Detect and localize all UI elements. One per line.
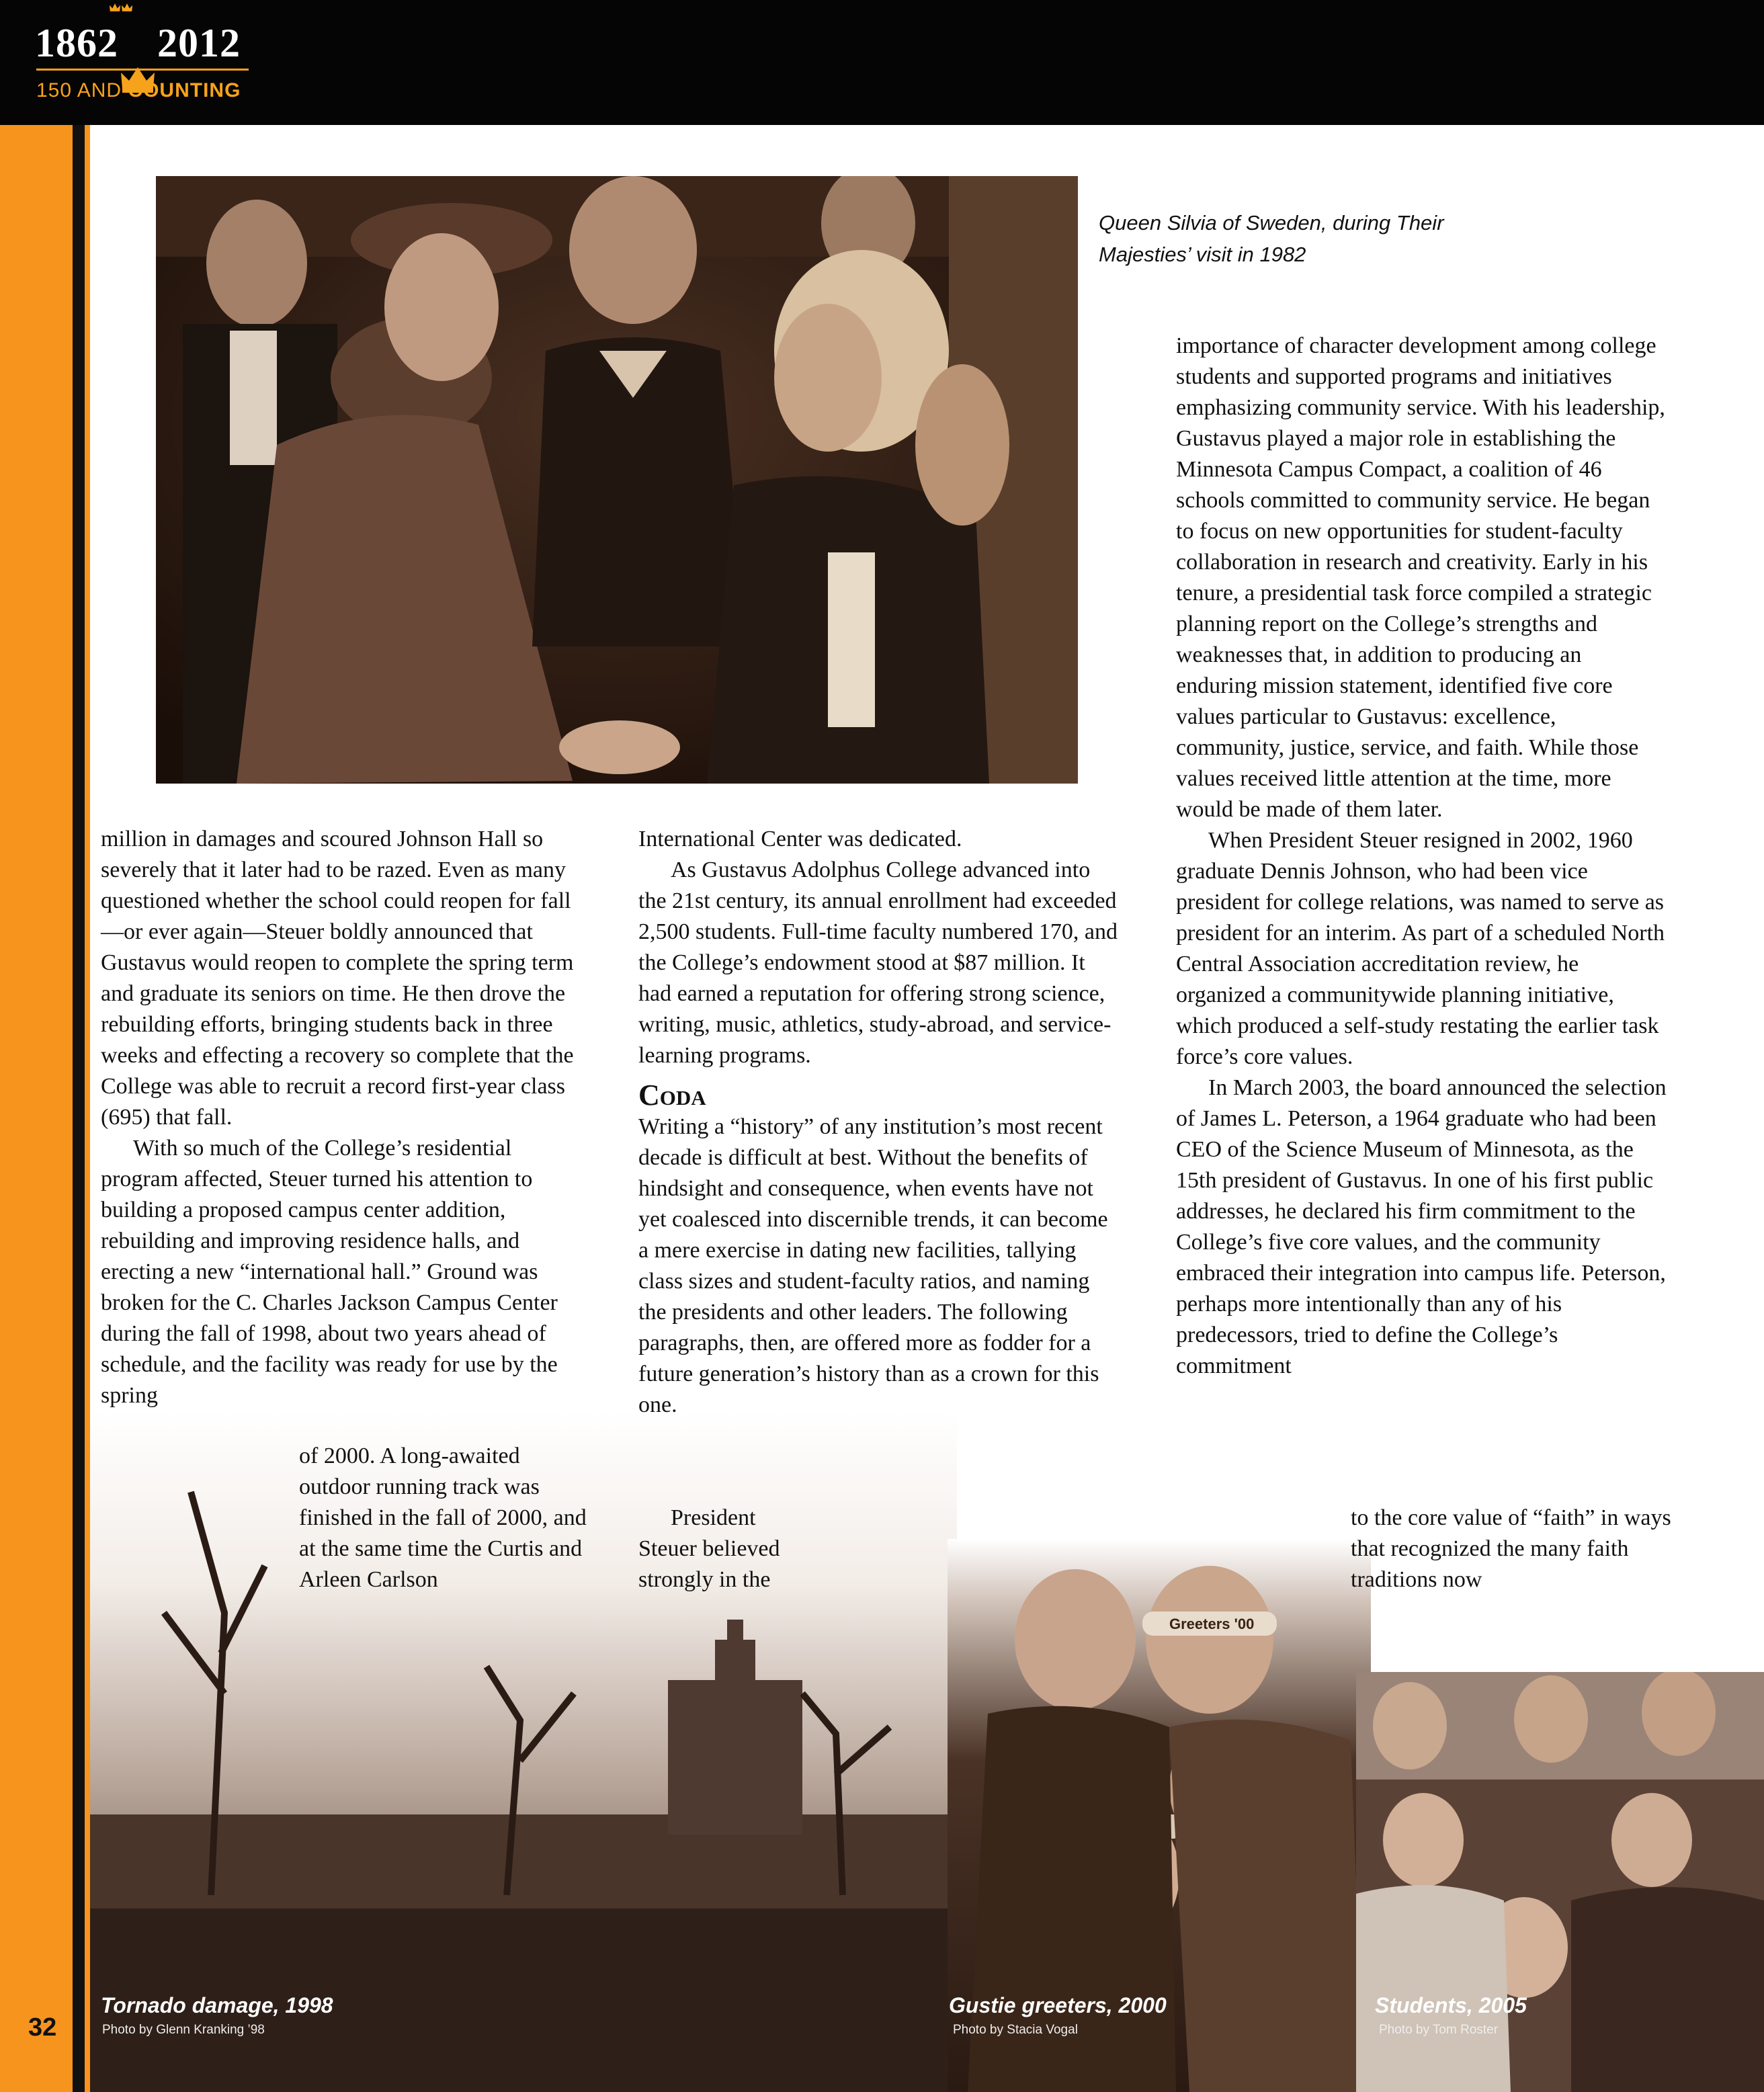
subtitle-plain: 150 AND (36, 79, 122, 101)
queen-photo-caption (1099, 207, 1569, 270)
page-number: 32 (28, 2013, 57, 2042)
queen-photo-illustration (156, 176, 1078, 784)
logo-rule (36, 69, 249, 71)
tornado-caption-title: Tornado damage, 1998 (101, 1993, 333, 2017)
tornado-caption-credit: Photo by Glenn Kranking ’98 (102, 2023, 265, 2037)
logo-subtitle (36, 79, 241, 102)
col2-paragraph-2: As Gustavus Adolphus College advanced into the 21st century, its annual enrollment had exceeded 2,500 students. Full-time faculty numbered 170, and the College’s endowment stood at $87 million. It had earned a reputation for offering strong science, writing, music, athletics, study-abroad, and service-learning programs. (638, 857, 1118, 1068)
col2-paragraph-1: International Center was dedicated. (638, 827, 962, 851)
subtitle-bold: COUNTING (128, 79, 241, 101)
col2-paragraph-4: President Steuer believed strongly in the (638, 1505, 780, 1592)
year-end: 2012 (157, 21, 241, 65)
body-column-3 (1176, 331, 1667, 1382)
left-orange-stripe (85, 125, 90, 2092)
left-black-stripe (73, 125, 85, 2092)
col3-paragraph-1: importance of character development among college students and supported programs and initiatives emphasizing community service. With his leadership, Gustavus played a major role in establishing the Minnesota Campus Compact, a coalition of 46 schools committed to community service. He began to focus on new opportunities for student-faculty collaboration in research and creativity. Early in his tenure, a presidential task force compiled a strategic planning report on the College’s strengths and weaknesses that, in addition to producing an enduring mission statement, identified five core values particular to Gustavus: excellence, community, justice, service, and faith. While those values received little attention at the time, more would be made of them later. (1176, 333, 1665, 822)
logo-years (35, 20, 241, 67)
body-column-1-continued (299, 1441, 595, 1595)
students-caption-title: Students, 2005 (1375, 1993, 1527, 2017)
headband-text: Greeters '00 (1169, 1616, 1255, 1632)
greeters-caption-title: Gustie greeters, 2000 (949, 1993, 1167, 2017)
body-column-2 (638, 824, 1122, 1421)
col2-paragraph-3: Writing a “history” of any institution’s most recent decade is difficult at best. Without the benefits of hindsight and consequence, when events have not yet coalesced into discernible trends, it can become a mere exercise in dating new facilities, tallying class sizes and student-faculty ratios, and naming the presidents and other leaders. The following paragraphs, then, are offered more as fodder for a future generation’s history than as a crown for this one. (638, 1114, 1108, 1417)
greeters-caption-credit: Photo by Stacia Vogal (953, 2023, 1078, 2037)
body-column-2-continued (638, 1503, 813, 1595)
col3-paragraph-3-continued: to the core value of “faith” in ways that recognized the many faith traditions now (1351, 1505, 1671, 1592)
year-start: 1862 (35, 21, 118, 65)
header-bar (0, 0, 1764, 125)
photo-queen-silvia (156, 176, 1078, 784)
col1-paragraph-2-continued: of 2000. A long-awaited outdoor running track was finished in the fall of 2000, and at the same time the Curtis and Arleen Carlson (299, 1444, 587, 1592)
body-column-3-continued (1351, 1503, 1687, 1595)
section-heading-coda: Coda (638, 1079, 706, 1112)
col3-paragraph-2: When President Steuer resigned in 2002, 1960 graduate Dennis Johnson, who had been vice president for college relations, was named to serve as president for an interim. As part of a scheduled North Central Association accreditation review, he organized a communitywide planning initiative, which produced a self-study restating the earlier task force’s core values. (1176, 828, 1665, 1069)
queen-caption-line1: Queen Silvia of Sweden, during Their (1099, 211, 1444, 235)
students-caption-credit: Photo by Tom Roster (1379, 2023, 1499, 2037)
crowns-top-icon (109, 0, 133, 17)
left-orange-bar (0, 125, 73, 2092)
col3-paragraph-3: In March 2003, the board announced the selection of James L. Peterson, a 1964 graduate who had been CEO of the Science Museum of Minnesota, as the 15th president of Gustavus. In one of his first public addresses, he declared his firm commitment to the College’s five core values, and the community embraced their integration into campus life. Peterson, perhaps more intentionally than any of his predecessors, tried to define the College’s commitment (1176, 1075, 1667, 1378)
col1-paragraph-1: million in damages and scoured Johnson Hall so severely that it later had to be razed. Even as many questioned whether the school could reopen for fall—or ever again—Steuer boldly announced that Gustavus would reopen to complete the spring term and graduate its seniors on time. He then drove the rebuilding efforts, bringing students back in three weeks and effecting a recovery so complete that the College was able to recruit a record first-year class (695) that fall. (101, 827, 574, 1130)
col1-paragraph-2: With so much of the College’s residential program affected, Steuer turned his attention to building a proposed campus center addition, rebuilding and improving residence halls, and erecting a new “international hall.” Ground was broken for the C. Charles Jackson Campus Center during the fall of 1998, about two years ahead of schedule, and the facility was ready for use by the spring (101, 1136, 558, 1408)
queen-caption-line2: Majesties’ visit in 1982 (1099, 243, 1306, 266)
body-column-1 (101, 824, 591, 1411)
